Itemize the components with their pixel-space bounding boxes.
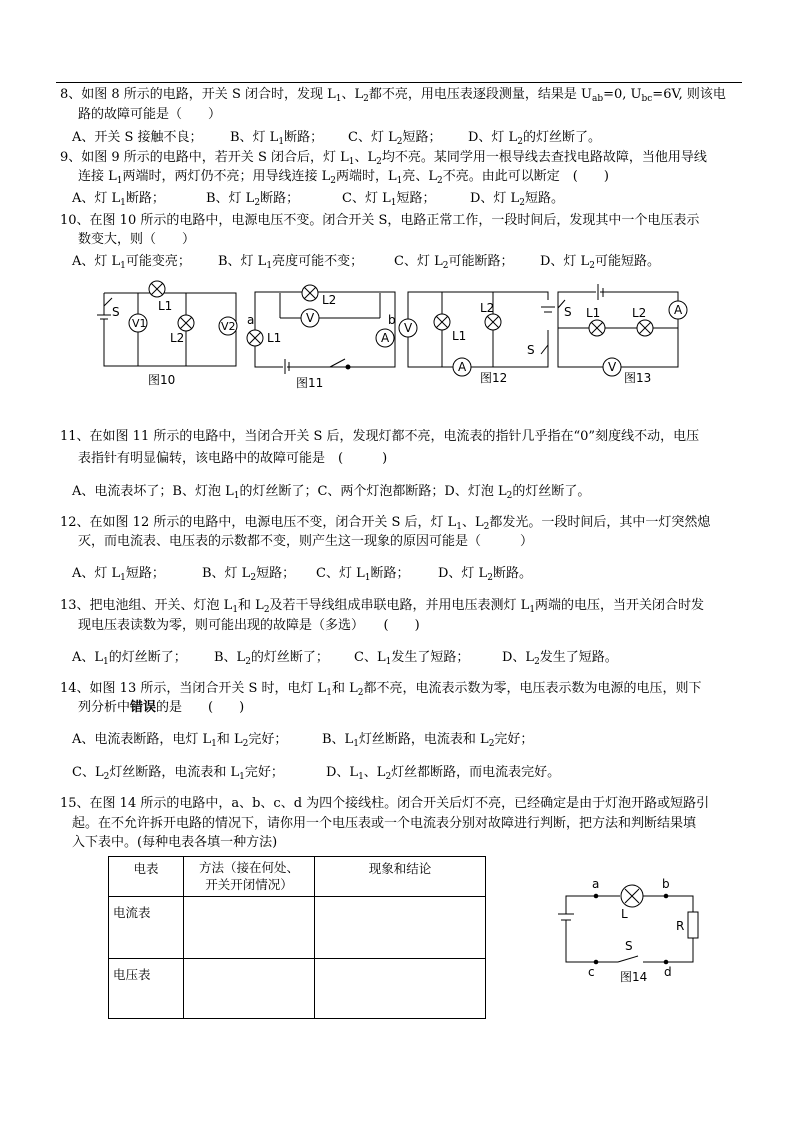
- figure-14-circuit: [548, 872, 718, 990]
- col-result-header: 现象和结论: [315, 857, 486, 897]
- q15-line2: 起。在不允许拆开电路的情况下，请你用一个电压表或一个电流表分别对故障进行判断，把方法和判断结果填: [72, 816, 697, 831]
- q15-line1: 15、在图 14 所示的电路中，a、b、c、d 为四个接线柱。闭合开关后灯不亮，已经确定是由于灯泡开路或短路引: [60, 796, 710, 811]
- fig11-b-terminal: b: [388, 313, 396, 327]
- figure-13-circuit: [558, 284, 687, 376]
- q13-option-c: C、$L_1$发生了短路；: [354, 650, 470, 667]
- q12-option-a: A、灯 $L_1$短路；: [72, 566, 165, 583]
- figure-11-circuit: [247, 285, 395, 374]
- voltmeter-method-cell[interactable]: [184, 959, 315, 1019]
- header-rule: [56, 82, 742, 83]
- terminal-c-dot: [594, 960, 599, 965]
- fig13-caption: 图13: [624, 371, 652, 385]
- row-ammeter-label: 电流表: [109, 897, 184, 959]
- terminal-d-dot: [664, 960, 669, 965]
- ammeter-method-cell[interactable]: [184, 897, 315, 959]
- q10-option-c: C、灯 $L_2$可能断路；: [394, 254, 514, 271]
- fig11-v-label: V: [306, 311, 315, 325]
- col-method-header: 方法（接在何处、 开关开闭情况）: [184, 857, 315, 897]
- q14-line1: 14、如图 13 所示，当闭合开关 S 时，电灯 $L_1$和 $L_2$都不亮，电流表示数为零，电压表示数为电源的电压，则下: [60, 681, 702, 698]
- fig14-c-label: c: [588, 965, 595, 979]
- q12-line2: 灭，而电流表、电压表的示数都不变，则产生这一现象的原因可能是（ ）: [78, 534, 534, 549]
- fig11-caption: 图11: [296, 376, 324, 390]
- terminal-b-dot: [664, 894, 669, 899]
- q9-option-a: A、灯 $L_1$断路；: [72, 191, 165, 208]
- fig13-l1-label: L1: [586, 306, 601, 320]
- q8-option-c: C、灯 $L_2$短路；: [348, 130, 442, 147]
- q9-option-c: C、灯 $L_1$短路；: [342, 191, 436, 208]
- q13-line2: 现电压表读数为零，则可能出现的故障是（多选） ( ): [78, 618, 420, 633]
- fig11-a-terminal: a: [247, 313, 255, 327]
- q14-line2: 列分析中错误的是 ( ): [78, 700, 245, 715]
- q14-option-d: D、$L_1$、$L_2$灯丝都断路，而电流表完好。: [326, 765, 561, 782]
- fig14-l-label: L: [621, 907, 628, 921]
- fig11-l2-label: L2: [322, 293, 337, 307]
- answer-table-header: [109, 857, 486, 897]
- q14-emphasis-wrong: 错误: [130, 700, 157, 715]
- fig14-d-label: d: [664, 965, 672, 979]
- fig14-r-label: R: [676, 919, 685, 933]
- fig10-caption: 图10: [148, 373, 176, 387]
- q13-option-b: B、$L_2$的灯丝断了；: [214, 650, 329, 667]
- fig11-l1-label: L1: [267, 331, 282, 345]
- figure-10-circuit: [97, 281, 237, 366]
- fig14-a-label: a: [592, 877, 600, 891]
- q10-option-d: D、灯 $L_2$可能短路。: [540, 254, 660, 271]
- ammeter-result-cell[interactable]: [315, 897, 486, 959]
- q13-option-a: A、$L_1$的灯丝断了；: [72, 650, 187, 667]
- fig13-a-label: A: [674, 303, 683, 317]
- fig13-s-label: S: [564, 305, 572, 319]
- q15-line3: 入下表中。(每种电表各填一种方法): [72, 835, 278, 850]
- q8-option-b: B、灯 $L_1$断路；: [230, 130, 324, 147]
- fig10-l2-label: L2: [170, 331, 185, 345]
- fig12-l2-label: L2: [480, 301, 495, 315]
- circuit-figures-10-13: [0, 270, 794, 395]
- q12-option-b: B、灯 $L_2$短路；: [202, 566, 296, 583]
- q8-option-d: D、灯 $L_2$的灯丝断了。: [468, 130, 601, 147]
- fig12-l1-label: L1: [452, 329, 467, 343]
- q8-line2: 路的故障可能是（ ）: [78, 107, 222, 122]
- q12-option-d: D、灯 $L_2$断路。: [438, 566, 532, 583]
- answer-row-ammeter: [109, 897, 486, 959]
- q14-option-c: C、$L_2$灯丝断路，电流表和 $L_1$完好；: [72, 765, 284, 782]
- q9-line2: 连接 $L_1$两端时，两灯仍不亮；用导线连接 $L_2$两端时，$L_1$亮、$L_2$不亮。由此可以断定 ( ): [78, 169, 609, 186]
- q9-option-b: B、灯 $L_2$断路；: [206, 191, 300, 208]
- q10-option-a: A、灯 $L_1$可能变亮；: [72, 254, 191, 271]
- fig14-s-label: S: [625, 939, 633, 953]
- answer-row-voltmeter: [109, 959, 486, 1019]
- q10-line2: 数变大，则（ ）: [78, 232, 196, 247]
- fig10-v1-label: V1: [132, 317, 147, 330]
- q9-line1: 9、如图 9 所示的电路中，若开关 S 闭合后，灯 $L_1$、$L_2$均不亮。某同学用一根导线去查找电路故障，当他用导线: [60, 150, 707, 167]
- q10-option-b: B、灯 $L_1$亮度可能不变；: [218, 254, 364, 271]
- voltmeter-result-cell[interactable]: [315, 959, 486, 1019]
- fig13-l2-label: L2: [632, 306, 647, 320]
- q8-line1: 8、如图 8 所示的电路，开关 S 闭合时，发现 $L_1$、$L_2$都不亮，用电压表逐段测量，结果是 $U_{ab}=0$, $U_{bc}=6V$, 则该电: [60, 87, 726, 104]
- fig10-l1-label: L1: [158, 299, 173, 313]
- row-voltmeter-label: 电压表: [109, 959, 184, 1019]
- answer-table: [108, 856, 486, 1019]
- fig14-caption: 图14: [620, 970, 648, 984]
- col-meter-header: 电表: [109, 857, 184, 897]
- fig12-v-label: V: [404, 321, 413, 335]
- figure-12-circuit: [399, 292, 555, 376]
- q8-option-a: A、开关 S 接触不良；: [72, 130, 203, 145]
- q11-options: A、电流表坏了；B、灯泡 $L_1$的灯丝断了；C、两个灯泡都断路；D、灯泡 $L_2$的灯丝断了。: [72, 484, 591, 501]
- q14-option-b: B、$L_1$灯丝断路，电流表和 $L_2$完好；: [322, 732, 534, 749]
- q11-line1: 11、在如图 11 所示的电路中，当闭合开关 S 后，发现灯都不亮，电流表的指针几乎指在“0”刻度线不动，电压: [60, 429, 700, 444]
- fig13-v-label: V: [608, 360, 617, 374]
- q10-line1: 10、在图 10 所示的电路中，电源电压不变。闭合开关 S，电路正常工作，一段时间后，发现其中一个电压表示: [60, 213, 700, 228]
- terminal-a-dot: [594, 894, 599, 899]
- fig10-s-label: S: [112, 305, 120, 319]
- fig12-a-label: A: [458, 360, 467, 374]
- fig10-v2-label: V2: [221, 320, 236, 333]
- q12-option-c: C、灯 $L_1$断路；: [316, 566, 410, 583]
- q9-option-d: D、灯 $L_2$短路。: [470, 191, 564, 208]
- fig14-b-label: b: [662, 877, 670, 891]
- q13-option-d: D、$L_2$发生了短路。: [502, 650, 618, 667]
- q14-option-a: A、电流表断路，电灯 $L_1$和 $L_2$完好；: [72, 732, 288, 749]
- fig11-a-meter-label: A: [381, 331, 390, 345]
- fig12-s-label: S: [527, 343, 535, 357]
- q12-line1: 12、在如图 12 所示的电路中，电源电压不变，闭合开关 S 后，灯 $L_1$、$L_2$都发光。一段时间后，其中一灯突然熄: [60, 515, 711, 532]
- fig12-caption: 图12: [480, 371, 508, 385]
- q13-line1: 13、把电池组、开关、灯泡 $L_1$和 $L_2$及若干导线组成串联电路，并用电压表测灯 $L_1$两端的电压，当开关闭合时发: [60, 598, 705, 615]
- q11-line2: 表指针有明显偏转，该电路中的故障可能是 ( ): [78, 451, 388, 466]
